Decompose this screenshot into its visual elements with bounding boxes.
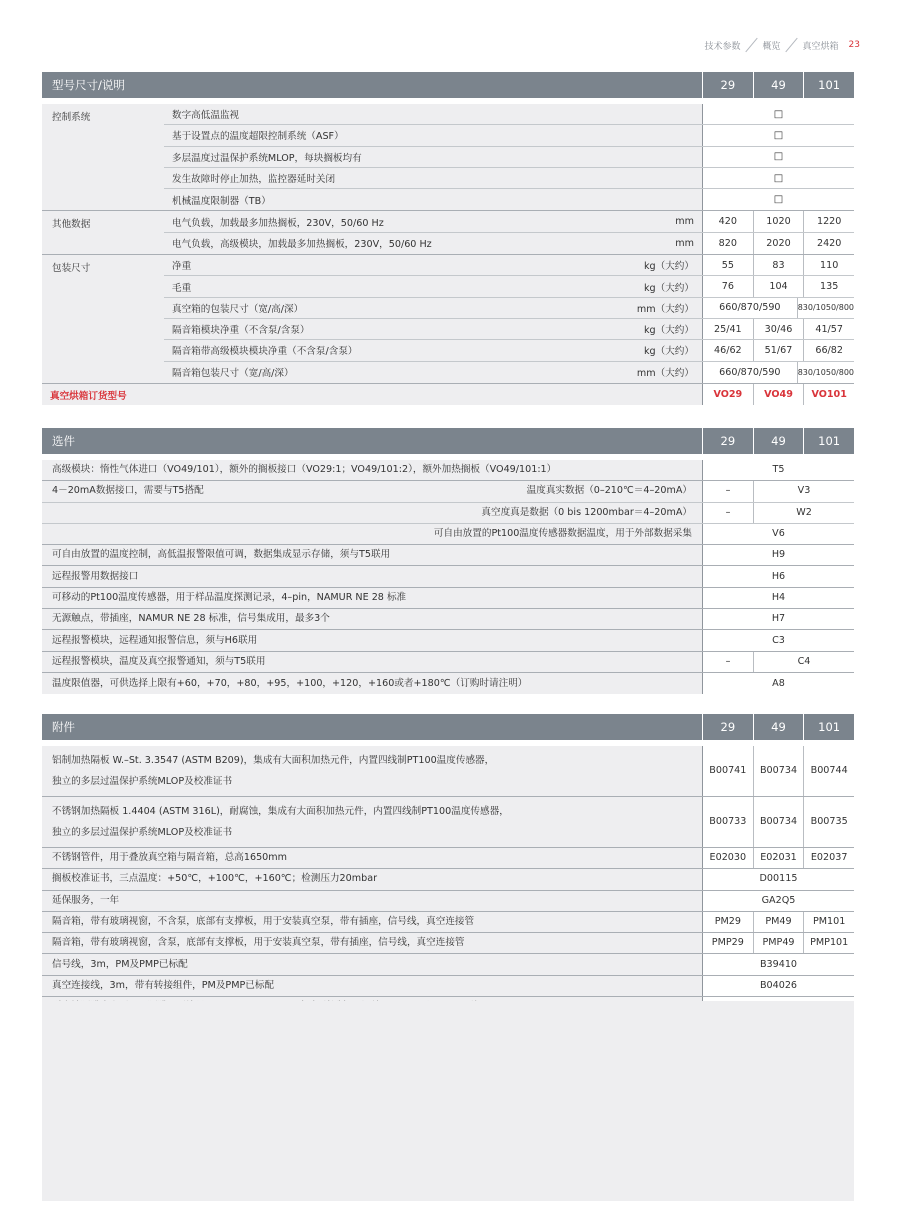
- value-cell: B00734: [753, 797, 804, 847]
- col-header: 101: [803, 72, 854, 98]
- row-text: 不锈钢管件，用于叠放真空箱与隔音箱，总高1650mm: [52, 852, 287, 864]
- table-header: [42, 428, 854, 454]
- table-row: [42, 746, 854, 797]
- order-code: VO49: [753, 384, 804, 405]
- checkbox-icon: □: [773, 129, 784, 141]
- breadcrumb-item[interactable]: 概览: [762, 41, 781, 52]
- breadcrumb-item[interactable]: 技术参数: [704, 41, 741, 52]
- value-cell: 41/57: [803, 319, 854, 339]
- checkbox-icon: □: [773, 108, 784, 120]
- table-row: [42, 609, 854, 630]
- row-text: 高级模块：惰性气体进口（VO49/101），额外的搁板接口（VO29:1；VO49/101:2），额外加热搁板（VO49/101:1）: [52, 464, 557, 476]
- option-code: V6: [772, 528, 785, 540]
- row-text: 真空箱的包装尺寸（宽/高/深）: [172, 303, 304, 315]
- table-row: [42, 797, 854, 848]
- row-text: 隔音箱模块净重（不含泵/含泵）: [172, 325, 310, 337]
- value-cell: –: [725, 485, 731, 497]
- row-text: 远程报警模块，温度及真空报警通知，须与T5联用: [52, 655, 266, 667]
- table-header: [42, 72, 854, 98]
- breadcrumb: [705, 38, 861, 52]
- row-text: 隔音箱，带有玻璃视窗，不含泵，底部有支撑板，用于安装真空泵，带有插座，信号线，真空连接管: [52, 916, 475, 928]
- table-row: [42, 503, 854, 524]
- table-row: [164, 298, 854, 319]
- option-code: C4: [753, 652, 854, 672]
- col-header: 29: [702, 72, 753, 98]
- row-text: 发生故障时停止加热，监控器延时关闭: [172, 174, 336, 186]
- row-text: 4－20mA数据接口，需要与T5搭配: [52, 485, 204, 497]
- table-row: [42, 673, 854, 694]
- table-row: [164, 319, 854, 340]
- value-cell: B00735: [803, 797, 854, 847]
- checkbox-icon: □: [773, 151, 784, 163]
- table-row: [42, 976, 854, 997]
- row-text: 搁板校准证书，三点温度：+50℃，+100℃，+160℃；检测压力20mbar: [52, 873, 378, 885]
- checkbox-icon: □: [773, 194, 784, 206]
- value-cell: 46/62: [714, 344, 742, 356]
- value-cell: 30/46: [753, 319, 804, 339]
- table-row: [164, 168, 854, 189]
- row-text: 远程报警用数据接口: [52, 570, 139, 582]
- group-control: [42, 104, 854, 211]
- value-cell: PM49: [753, 912, 804, 932]
- table-title: 附件: [52, 720, 75, 734]
- table-row: [164, 340, 854, 361]
- col-header: 29: [702, 428, 753, 454]
- value-cell: E02037: [803, 848, 854, 868]
- table-row: [42, 481, 854, 502]
- option-code: H4: [771, 591, 786, 603]
- accessory-code: B04026: [759, 979, 798, 991]
- option-code: W2: [753, 503, 854, 523]
- table-header: [42, 714, 854, 740]
- value-cell: 1220: [803, 211, 854, 231]
- table-title: 型号尺寸/说明: [52, 78, 125, 92]
- table-row: [164, 125, 854, 146]
- row-text: 远程报警模块，远程通知报警信息，须与H6联用: [52, 634, 258, 646]
- slash-separator: [785, 38, 799, 52]
- option-code: V3: [753, 481, 854, 501]
- table-row: [164, 233, 854, 254]
- accessory-code: B39410: [759, 958, 798, 970]
- value-cell: 660/870/590: [719, 302, 781, 314]
- table-row: [164, 362, 854, 383]
- value-cell: PMP29: [711, 937, 744, 949]
- row-subtext: 可自由放置的Pt100温度传感器数据温度，用于外部数据采集: [433, 528, 692, 540]
- option-code: A8: [772, 677, 785, 689]
- page-number: 23: [848, 40, 860, 50]
- option-code: T5: [772, 464, 785, 476]
- col-header: 49: [753, 72, 804, 98]
- value-cell: 66/82: [803, 340, 854, 360]
- value-cell: B00744: [803, 746, 854, 796]
- value-cell: PM29: [714, 916, 741, 928]
- value-cell: 660/870/590: [719, 366, 781, 378]
- value-cell: 110: [803, 255, 854, 275]
- table-row: [42, 630, 854, 651]
- group-name: 其他数据: [52, 219, 91, 231]
- table-row: [42, 869, 854, 890]
- value-cell: –: [725, 655, 731, 667]
- value-cell: 76: [721, 281, 734, 293]
- value-cell: PMP101: [803, 933, 854, 953]
- col-header: 29: [702, 714, 753, 740]
- table-row: [42, 933, 854, 954]
- value-cell: 2420: [803, 233, 854, 254]
- value-cell: B00741: [709, 765, 747, 776]
- table-row: [164, 276, 854, 297]
- value-cell: 820: [718, 237, 737, 249]
- value-cell: E02030: [709, 852, 747, 864]
- unit: mm: [675, 237, 694, 249]
- table-row: [42, 848, 854, 869]
- row-text: 机械温度限制器（TB）: [172, 195, 271, 207]
- options-table: [42, 428, 854, 694]
- unit: mm（大约）: [636, 303, 694, 315]
- group-pack: [42, 255, 854, 384]
- value-cell: 2020: [753, 233, 804, 254]
- value-cell: 135: [803, 276, 854, 296]
- value-cell: 51/67: [753, 340, 804, 360]
- unit: kg（大约）: [643, 346, 694, 358]
- row-text: 毛重: [172, 282, 192, 294]
- row-text: 隔音箱包装尺寸（宽/高/深）: [172, 368, 294, 380]
- value-cell: 25/41: [714, 323, 742, 335]
- row-text: 电气负载，加载最多加热搁板，230V，50/60 Hz: [172, 217, 384, 229]
- row-subtext: 温度真实数据（0–210℃＝4–20mA）: [526, 485, 692, 497]
- col-header: 101: [803, 714, 854, 740]
- value-cell: 1020: [753, 211, 804, 231]
- col-header: 49: [753, 714, 804, 740]
- value-cell: B00734: [753, 746, 804, 796]
- value-cell: PMP49: [753, 933, 804, 953]
- value-cell: 830/1050/800: [797, 298, 854, 318]
- order-label: 真空烘箱订货型号: [50, 390, 127, 402]
- col-header: 49: [753, 428, 804, 454]
- row-text: 独立的多层过温保护系统MLOP及校准证书: [52, 776, 233, 787]
- row-text: 可移动的Pt100温度传感器，用于样品温度探测记录，4–pin，NAMUR NE 28 标准: [52, 591, 407, 603]
- accessory-code: D00115: [759, 873, 798, 885]
- unit: mm: [675, 216, 694, 228]
- group-name: 包装尺寸: [52, 263, 91, 275]
- unit: kg（大约）: [643, 325, 694, 337]
- table-row: [164, 211, 854, 232]
- row-text: 可自由放置的温度控制，高低温报警限值可调，数据集成显示存储，须与T5联用: [52, 549, 391, 561]
- row-text: 温度限值器，可供选择上限有+60，+70，+80，+95，+100，+120，+160或者+180℃（订购时请注明）: [52, 677, 528, 689]
- value-cell: PM101: [803, 912, 854, 932]
- table-row: [42, 891, 854, 912]
- row-text: 净重: [172, 261, 192, 273]
- accessory-code: GA2Q5: [761, 894, 796, 906]
- row-text: 隔音箱，带有玻璃视窗，含泵，底部有支撑板，用于安装真空泵，带有插座，信号线，真空连接管: [52, 937, 465, 949]
- slash-separator: [745, 38, 759, 52]
- value-cell: B00733: [709, 816, 747, 827]
- row-subtext: 真空度真是数据（0 bis 1200mbar＝4–20mA）: [481, 506, 692, 518]
- table-row: [42, 524, 854, 545]
- table-row: [42, 954, 854, 975]
- col-header: 101: [803, 428, 854, 454]
- option-code: C3: [772, 634, 785, 646]
- table-row: [42, 652, 854, 673]
- group-name: 控制系统: [52, 112, 91, 123]
- order-code: VO101: [803, 384, 854, 405]
- table-row: [42, 545, 854, 566]
- breadcrumb-item[interactable]: 真空烘箱: [802, 41, 839, 52]
- value-cell: 83: [753, 255, 804, 275]
- table-row: [164, 147, 854, 168]
- unit: mm（大约）: [636, 368, 694, 380]
- order-row: [42, 384, 854, 405]
- row-text: 延保服务，一年: [52, 894, 120, 906]
- checkbox-icon: □: [773, 172, 784, 184]
- value-cell: 830/1050/800: [797, 362, 854, 383]
- table-row: [164, 255, 854, 276]
- accessories-table: [42, 714, 854, 1018]
- table-row: [164, 104, 854, 125]
- order-code: VO29: [713, 389, 743, 400]
- row-text: 隔音箱带高级模块模块净重（不含泵/含泵）: [172, 346, 358, 358]
- value-cell: –: [725, 506, 731, 518]
- unit: kg（大约）: [643, 261, 694, 273]
- option-code: H6: [771, 570, 786, 582]
- value-cell: 420: [718, 216, 737, 228]
- table-title: 选件: [52, 434, 75, 448]
- group-other: [42, 211, 854, 255]
- spec-table: [42, 72, 854, 405]
- value-cell: 104: [753, 276, 804, 296]
- row-text: 数字高低温监视: [172, 110, 240, 122]
- table-row: [42, 912, 854, 933]
- row-text: 铝制加热隔板 W.–St. 3.3547 (ASTM B209)，集成有大面积加热元件，内置四线制PT100温度传感器，: [52, 755, 495, 766]
- table-row: [42, 566, 854, 587]
- row-text: 真空连接线，3m，带有转接组件，PM及PMP已标配: [52, 979, 275, 991]
- row-text: 电气负载，高级模块，加载最多加热搁板，230V，50/60 Hz: [172, 239, 432, 251]
- row-text: 独立的多层过温保护系统MLOP及校准证书: [52, 827, 233, 838]
- table-row: [42, 588, 854, 609]
- value-cell: 55: [721, 259, 734, 271]
- table-row: [164, 189, 854, 210]
- option-code: H9: [771, 549, 786, 561]
- row-text: 多层温度过温保护系统MLOP，每块搁板均有: [172, 152, 362, 164]
- option-code: H7: [771, 613, 786, 625]
- table-row: [42, 460, 854, 481]
- row-text: 无源触点，带插座，NAMUR NE 28 标准，信号集成用，最多3个: [52, 613, 330, 625]
- unit: kg（大约）: [643, 282, 694, 294]
- value-cell: E02031: [753, 848, 804, 868]
- row-text: 不锈钢加热隔板 1.4404 (ASTM 316L)，耐腐蚀，集成有大面积加热元件，内置四线制PT100温度传感器，: [52, 806, 509, 817]
- row-text: 信号线，3m，PM及PMP已标配: [52, 958, 188, 970]
- blank-panel: [42, 1001, 854, 1201]
- row-text: 基于设置点的温度超限控制系统（ASF）: [172, 131, 344, 143]
